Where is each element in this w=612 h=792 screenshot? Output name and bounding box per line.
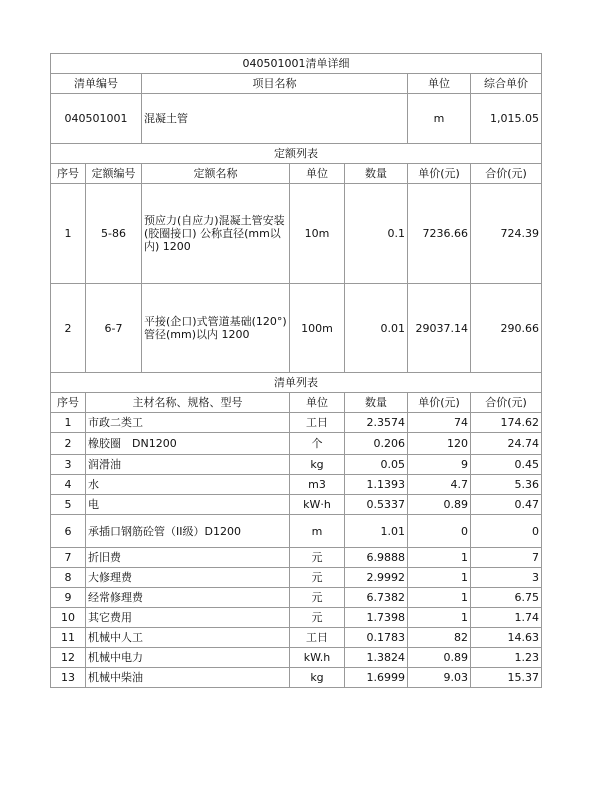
quota-header-price: 单价(元) <box>408 164 471 184</box>
material-total: 1.23 <box>471 648 542 668</box>
quota-header-name: 定额名称 <box>142 164 290 184</box>
material-no: 1 <box>51 413 86 433</box>
material-unit: 元 <box>290 568 345 588</box>
material-section-title: 清单列表 <box>51 373 542 393</box>
material-qty: 1.7398 <box>345 608 408 628</box>
quota-row <box>51 184 542 284</box>
material-unit: kW.h <box>290 648 345 668</box>
material-header-total: 合价(元) <box>471 393 542 413</box>
header-unit: 单位 <box>408 74 471 94</box>
material-unit: m3 <box>290 475 345 495</box>
material-row <box>51 608 542 628</box>
material-name: 机械中电力 <box>86 648 290 668</box>
material-header-unit: 单位 <box>290 393 345 413</box>
material-price: 0 <box>408 515 471 548</box>
material-price: 1 <box>408 608 471 628</box>
quota-price: 29037.14 <box>408 284 471 373</box>
material-no: 3 <box>51 455 86 475</box>
material-unit: 元 <box>290 608 345 628</box>
header-list-code: 清单编号 <box>51 74 142 94</box>
material-price: 1 <box>408 588 471 608</box>
material-price: 74 <box>408 413 471 433</box>
material-no: 4 <box>51 475 86 495</box>
material-row <box>51 495 542 515</box>
quota-name: 预应力(自应力)混凝土管安装(胶圈接口) 公称直径(mm以内) 1200 <box>142 184 290 284</box>
material-row <box>51 648 542 668</box>
material-qty: 6.9888 <box>345 548 408 568</box>
material-row <box>51 628 542 648</box>
quota-name: 平接(企口)式管道基础(120°) 管径(mm)以内 1200 <box>142 284 290 373</box>
quota-unit: 10m <box>290 184 345 284</box>
material-price: 4.7 <box>408 475 471 495</box>
list-item-code: 040501001 <box>51 94 142 144</box>
material-unit: kg <box>290 668 345 688</box>
material-name: 水 <box>86 475 290 495</box>
material-price: 9.03 <box>408 668 471 688</box>
header-unit-price: 综合单价 <box>471 74 542 94</box>
bill-detail-table <box>50 53 542 688</box>
quota-header-unit: 单位 <box>290 164 345 184</box>
material-total: 6.75 <box>471 588 542 608</box>
quota-unit: 100m <box>290 284 345 373</box>
material-unit: 个 <box>290 433 345 455</box>
material-name: 橡胶圈 DN1200 <box>86 433 290 455</box>
material-qty: 0.05 <box>345 455 408 475</box>
quota-price: 7236.66 <box>408 184 471 284</box>
material-no: 5 <box>51 495 86 515</box>
quota-header-qty: 数量 <box>345 164 408 184</box>
material-total: 0.45 <box>471 455 542 475</box>
header-item-name: 项目名称 <box>142 74 408 94</box>
material-unit: m <box>290 515 345 548</box>
material-name: 机械中人工 <box>86 628 290 648</box>
material-row <box>51 515 542 548</box>
quota-qty: 0.01 <box>345 284 408 373</box>
material-total: 5.36 <box>471 475 542 495</box>
material-unit: 工日 <box>290 628 345 648</box>
material-row <box>51 568 542 588</box>
material-qty: 1.01 <box>345 515 408 548</box>
material-total: 0.47 <box>471 495 542 515</box>
material-no: 10 <box>51 608 86 628</box>
material-unit: 元 <box>290 548 345 568</box>
material-name: 折旧费 <box>86 548 290 568</box>
material-qty: 1.1393 <box>345 475 408 495</box>
material-no: 6 <box>51 515 86 548</box>
material-no: 2 <box>51 433 86 455</box>
material-price: 1 <box>408 568 471 588</box>
quota-header-no: 序号 <box>51 164 86 184</box>
material-name: 大修理费 <box>86 568 290 588</box>
quota-row <box>51 284 542 373</box>
material-unit: 元 <box>290 588 345 608</box>
material-name: 市政二类工 <box>86 413 290 433</box>
quota-section-title: 定额列表 <box>51 144 542 164</box>
material-unit: kg <box>290 455 345 475</box>
quota-header-total: 合价(元) <box>471 164 542 184</box>
material-no: 13 <box>51 668 86 688</box>
quota-qty: 0.1 <box>345 184 408 284</box>
material-header-no: 序号 <box>51 393 86 413</box>
material-no: 12 <box>51 648 86 668</box>
material-qty: 6.7382 <box>345 588 408 608</box>
material-row <box>51 433 542 455</box>
material-price: 0.89 <box>408 495 471 515</box>
material-unit: kW·h <box>290 495 345 515</box>
quota-no: 1 <box>51 184 86 284</box>
material-row <box>51 668 542 688</box>
material-total: 24.74 <box>471 433 542 455</box>
quota-total: 724.39 <box>471 184 542 284</box>
material-qty: 1.3824 <box>345 648 408 668</box>
material-price: 9 <box>408 455 471 475</box>
material-header-name: 主材名称、规格、型号 <box>86 393 290 413</box>
material-qty: 0.5337 <box>345 495 408 515</box>
material-no: 11 <box>51 628 86 648</box>
material-total: 7 <box>471 548 542 568</box>
material-total: 1.74 <box>471 608 542 628</box>
table-title: 040501001清单详细 <box>51 54 542 74</box>
quota-code: 6-7 <box>86 284 142 373</box>
quota-no: 2 <box>51 284 86 373</box>
material-total: 0 <box>471 515 542 548</box>
material-no: 7 <box>51 548 86 568</box>
material-row <box>51 548 542 568</box>
list-item-price: 1,015.05 <box>471 94 542 144</box>
material-qty: 2.3574 <box>345 413 408 433</box>
material-qty: 0.206 <box>345 433 408 455</box>
list-item-name: 混凝土管 <box>142 94 408 144</box>
material-total: 14.63 <box>471 628 542 648</box>
material-name: 经常修理费 <box>86 588 290 608</box>
material-price: 0.89 <box>408 648 471 668</box>
material-no: 8 <box>51 568 86 588</box>
material-unit: 工日 <box>290 413 345 433</box>
material-row <box>51 413 542 433</box>
material-row <box>51 455 542 475</box>
material-qty: 2.9992 <box>345 568 408 588</box>
material-header-qty: 数量 <box>345 393 408 413</box>
material-total: 15.37 <box>471 668 542 688</box>
material-total: 174.62 <box>471 413 542 433</box>
material-no: 9 <box>51 588 86 608</box>
material-name: 其它费用 <box>86 608 290 628</box>
quota-code: 5-86 <box>86 184 142 284</box>
quota-header-code: 定额编号 <box>86 164 142 184</box>
material-total: 3 <box>471 568 542 588</box>
material-qty: 0.1783 <box>345 628 408 648</box>
material-price: 1 <box>408 548 471 568</box>
material-header-price: 单价(元) <box>408 393 471 413</box>
material-name: 电 <box>86 495 290 515</box>
material-name: 机械中柴油 <box>86 668 290 688</box>
list-item-unit: m <box>408 94 471 144</box>
material-price: 120 <box>408 433 471 455</box>
material-name: 承插口钢筋砼管（II级）D1200 <box>86 515 290 548</box>
material-row <box>51 588 542 608</box>
material-name: 润滑油 <box>86 455 290 475</box>
material-row <box>51 475 542 495</box>
material-price: 82 <box>408 628 471 648</box>
quota-total: 290.66 <box>471 284 542 373</box>
material-qty: 1.6999 <box>345 668 408 688</box>
